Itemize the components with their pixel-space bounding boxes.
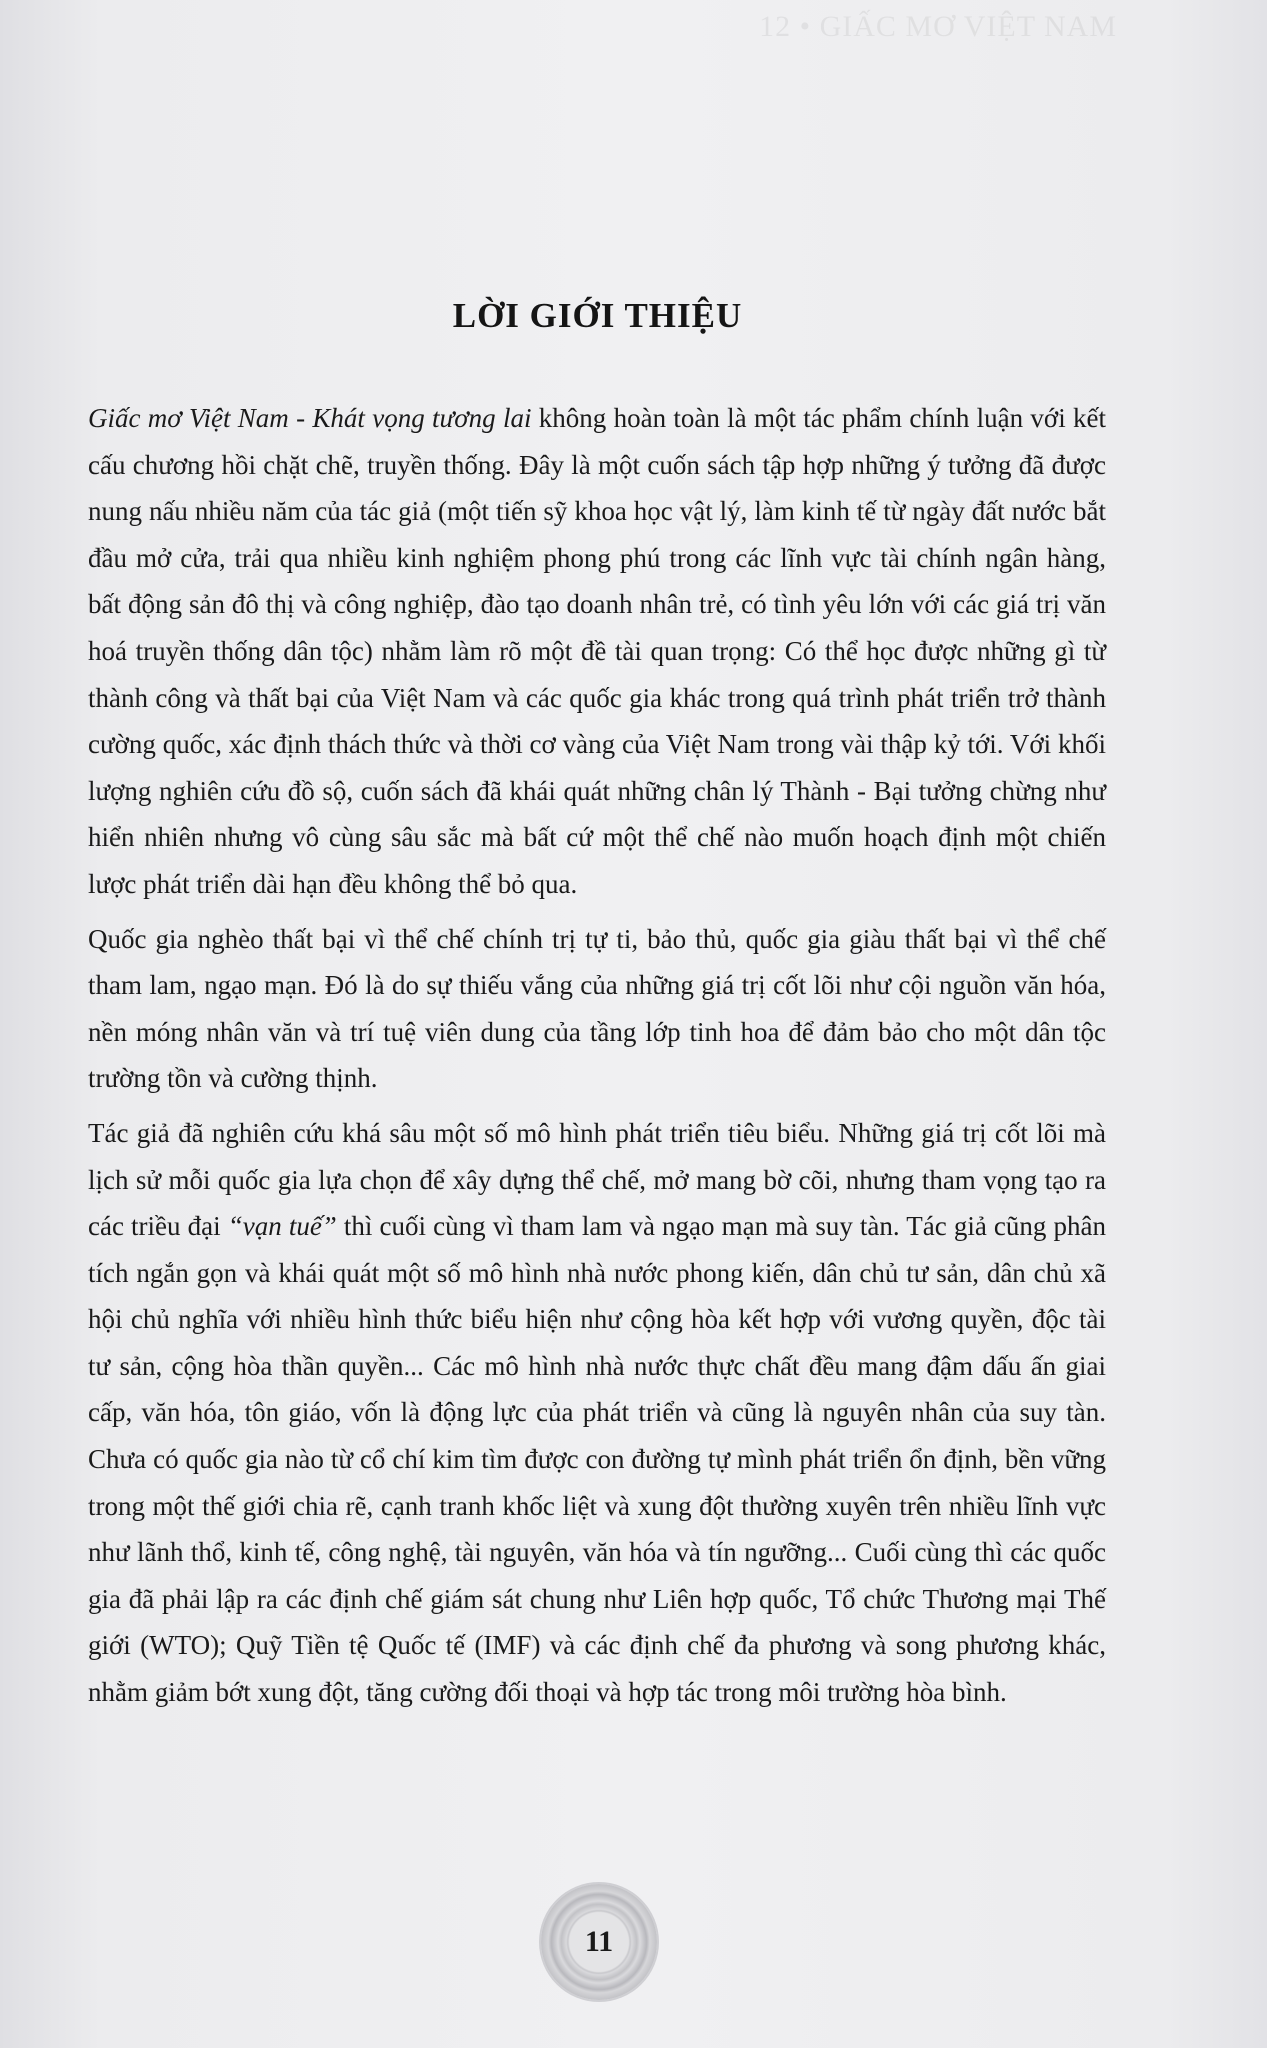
book-title-italic: Giấc mơ Việt Nam - Khát vọng tương lai bbox=[88, 403, 532, 433]
paragraph-1-text: không hoàn toàn là một tác phẩm chính luận với kết cấu chương hồi chặt chẽ, truyền thống. Đây là một cuốn sách tập hợp những ý tưởng đã được nung nấu nhiều năm của tác giả (một tiến sỹ khoa học vật lý, làm kinh tế từ ngày đất nước bắt đầu mở cửa, trải qua nhiều kinh nghiệm phong phú trong các lĩnh vực tài chính ngân hàng, bất động sản đô thị và công nghiệp, đào tạo doanh nhân trẻ, có tình yêu lớn với các giá trị văn hoá truyền thống dân tộc) nhằm làm rõ một đề tài quan trọng: Có thể học được những gì từ thành công và thất bại của Việt Nam và các quốc gia khác trong quá trình phát triển trở thành cường quốc, xác định thách thức và thời cơ vàng của Việt Nam trong vài thập kỷ tới. Với khối lượng nghiên cứu đồ sộ, cuốn sách đã khái quát những chân lý Thành - Bại tưởng chừng như hiển nhiên nhưng vô cùng sâu sắc mà bất cứ một thể chế nào muốn hoạch định một chiến lược phát triển dài hạn đều không thể bỏ qua. bbox=[88, 403, 1106, 899]
page-title: LỜI GIỚI THIỆU bbox=[452, 296, 743, 335]
body-text bbox=[88, 395, 1106, 1724]
paragraph-2: Quốc gia nghèo thất bại vì thể chế chính trị tự ti, bảo thủ, quốc gia giàu thất bại vì thể chế tham lam, ngạo mạn. Đó là do sự thiếu vắng của những giá trị cốt lõi như cội nguồn văn hóa, nền móng nhân văn và trí tuệ viên dung của tầng lớp tinh hoa để đảm bảo cho một dân tộc trường tồn và cường thịnh. bbox=[88, 923, 1106, 1094]
paragraph-1 bbox=[88, 395, 1106, 908]
quoted-italic-term: “vạn tuế” bbox=[227, 1211, 337, 1242]
paragraph-3 bbox=[88, 1110, 1106, 1716]
paragraph-3-text-end: thì cuối cùng vì tham lam và ngạo mạn mà suy tàn. Tác giả cũng phân tích ngắn gọn và khái quát một số mô hình nhà nước phong kiến, dân chủ tư sản, dân chủ xã hội chủ nghĩa với nhiều hình thức biểu hiện như cộng hòa kết hợp với vương quyền, độc tài tư sản, cộng hòa thần quyền... Các mô hình nhà nước thực chất đều mang đậm dấu ấn giai cấp, văn hóa, tôn giáo, vốn là động lực của phát triển và cũng là nguyên nhân của suy tàn. Chưa có quốc gia nào từ cổ chí kim tìm được con đường tự mình phát triển ổn định, bền vững trong một thế giới chia rẽ, cạnh tranh khốc liệt và xung đột thường xuyên trên nhiều lĩnh vực như lãnh thổ, kinh tế, công nghệ, tài nguyên, văn hóa và tín ngưỡng... Cuối cùng thì các quốc gia đã phải lập ra các định chế giám sát chung như Liên hợp quốc, Tổ chức Thương mại Thế giới (WTO); Quỹ Tiền tệ Quốc tế (IMF) và các định chế đa phương và song phương khác, nhằm giảm bớt xung đột, tăng cường đối thoại và hợp tác trong môi trường hòa bình. bbox=[88, 1211, 1106, 1708]
paragraph-3-text-start: Tác giả đã nghiên cứu khá sâu một số mô hình phát triển tiêu biểu. Những giá trị cốt lõi mà lịch sử mỗi quốc gia lựa chọn để xây dựng thể chế, mở mang bờ cõi, nhưng tham vọng tạo ra các triều đại bbox=[88, 1117, 1106, 1242]
bleed-through-header: 12 • GIẤC MƠ VIỆT NAM bbox=[759, 10, 1117, 43]
page-number: 11 bbox=[584, 1925, 614, 1958]
